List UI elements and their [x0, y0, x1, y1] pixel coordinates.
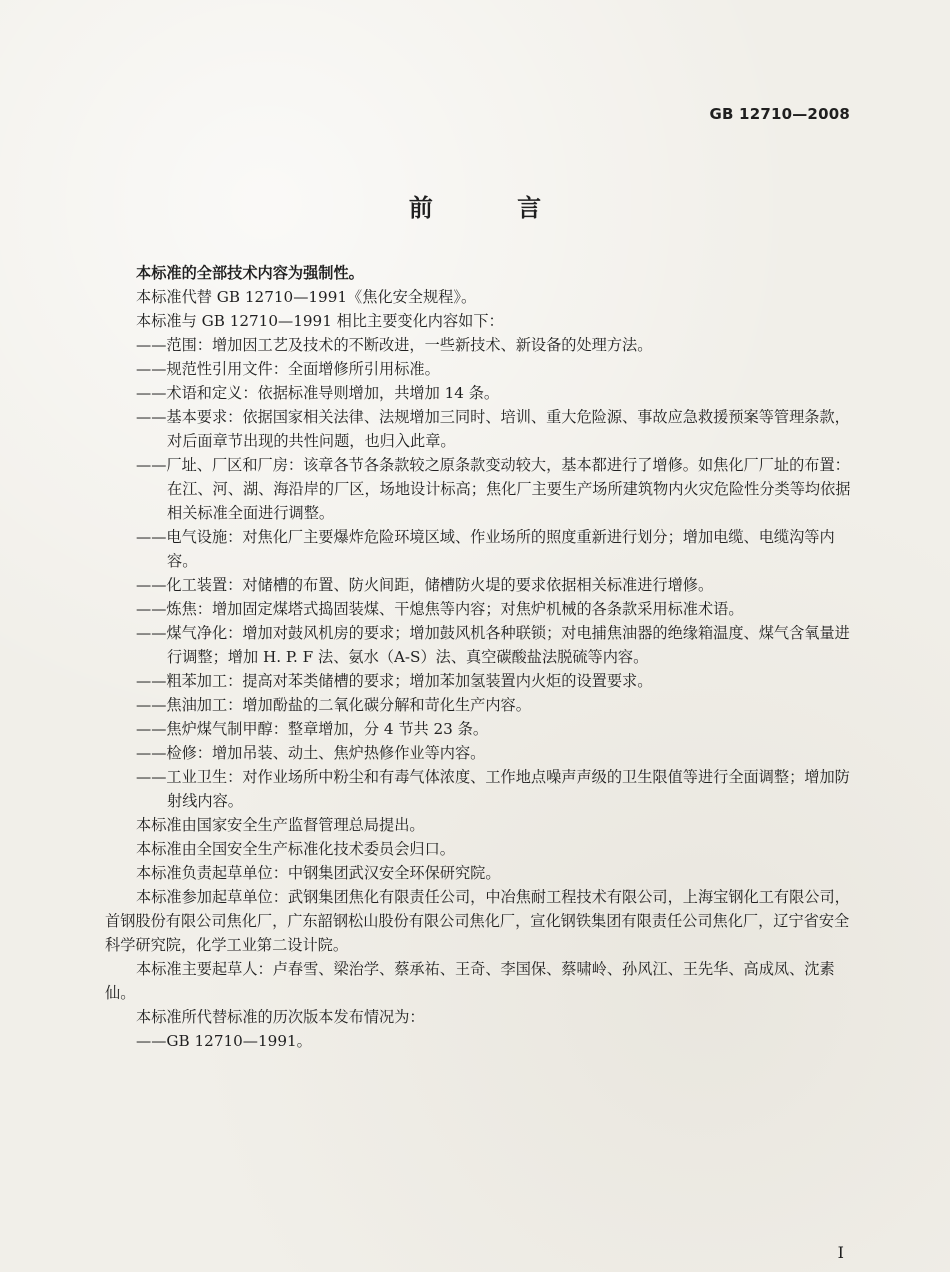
change-item-terms-definitions: ——术语和定义：依据标准导则增加，共增加 14 条。: [136, 384, 500, 402]
foreword-body: [105, 261, 853, 1053]
paragraph-participating-units: 本标准参加起草单位：武钢集团焦化有限责任公司，中冶焦耐工程技术有限公司，上海宝钢化工有限公司，首钢股份有限公司焦化厂，广东韶钢松山股份有限公司焦化厂，宣化钢铁集团有限责任公司焦化厂，辽宁省安全科学研究院，化学工业第二设计院。: [105, 888, 850, 954]
page-number: I: [837, 1243, 844, 1262]
paragraph-centralized-by: 本标准由全国安全生产标准化技术委员会归口。: [136, 840, 455, 858]
change-item-crude-benzene: ——粗苯加工：提高对苯类储槽的要求；增加苯加氢装置内火炬的设置要求。: [136, 672, 653, 690]
change-item-industrial-hygiene: ——工业卫生：对作业场所中粉尘和有毒气体浓度、工作地点噪声声级的卫生限值等进行全面调整；增加防射线内容。: [136, 768, 850, 810]
change-item-tar-processing: ——焦油加工：增加酚盐的二氧化碳分解和苛化生产内容。: [136, 696, 531, 714]
change-item-electrical-facilities: ——电气设施：对焦化厂主要爆炸危险环境区域、作业场所的照度重新进行划分；增加电缆、电缆沟等内容。: [136, 528, 835, 570]
paragraph-lead-drafting-unit: 本标准负责起草单位：中钢集团武汉安全环保研究院。: [136, 864, 501, 882]
change-item-chemical-equipment: ——化工装置：对储槽的布置、防火间距，储槽防火堤的要求依据相关标准进行增修。: [136, 576, 714, 594]
change-item-maintenance: ——检修：增加吊装、动土、焦炉热修作业等内容。: [136, 744, 486, 762]
previous-edition-item: ——GB 12710—1991。: [136, 1032, 312, 1050]
change-item-gas-purification: ——煤气净化：增加对鼓风机房的要求；增加鼓风机各种联锁；对电捕焦油器的绝缘箱温度、煤气含氧量进行调整；增加 H. P. F 法、氨水（A-S）法、真空碳酸盐法脱硫等内容。: [136, 624, 850, 666]
change-item-scope: ——范围：增加因工艺及技术的不断改进，一些新技术、新设备的处理方法。: [136, 336, 653, 354]
paragraph-replaces-standard: 本标准代替 GB 12710—1991《焦化安全规程》。: [136, 288, 477, 306]
change-item-coking: ——炼焦：增加固定煤塔式捣固装煤、干熄焦等内容；对焦炉机械的各条款采用标准术语。: [136, 600, 744, 618]
document-code: GB 12710—2008: [709, 105, 850, 123]
paragraph-content-mandatory: 本标准的全部技术内容为强制性。: [136, 264, 364, 282]
paragraph-previous-editions: 本标准所代替标准的历次版本发布情况为：: [136, 1008, 425, 1026]
change-item-normative-references: ——规范性引用文件：全面增修所引用标准。: [136, 360, 440, 378]
paragraph-proposed-by: 本标准由国家安全生产监督管理总局提出。: [136, 816, 425, 834]
paragraph-main-changes-intro: 本标准与 GB 12710—1991 相比主要变化内容如下：: [136, 312, 504, 330]
paragraph-main-drafters: 本标准主要起草人：卢春雪、梁治学、蔡承祐、王奇、李国保、蔡啸岭、孙风江、王先华、高成凤、沈素仙。: [105, 960, 835, 1002]
change-item-site-and-buildings: ——厂址、厂区和厂房：该章各节各条款较之原条款变动较大，基本都进行了增修。如焦化厂厂址的布置：在江、河、湖、海沿岸的厂区，场地设计标高；焦化厂主要生产场所建筑物内火灾危险性分类等均依据相关标准全面进行调整。: [136, 456, 851, 522]
change-item-basic-requirements: ——基本要求：依据国家相关法律、法规增加三同时、培训、重大危险源、事故应急救援预案等管理条款，对后面章节出现的共性问题，也归入此章。: [136, 408, 850, 450]
change-item-methanol: ——焦炉煤气制甲醇：整章增加，分 4 节共 23 条。: [136, 720, 489, 738]
page-title: 前 言: [408, 194, 580, 222]
